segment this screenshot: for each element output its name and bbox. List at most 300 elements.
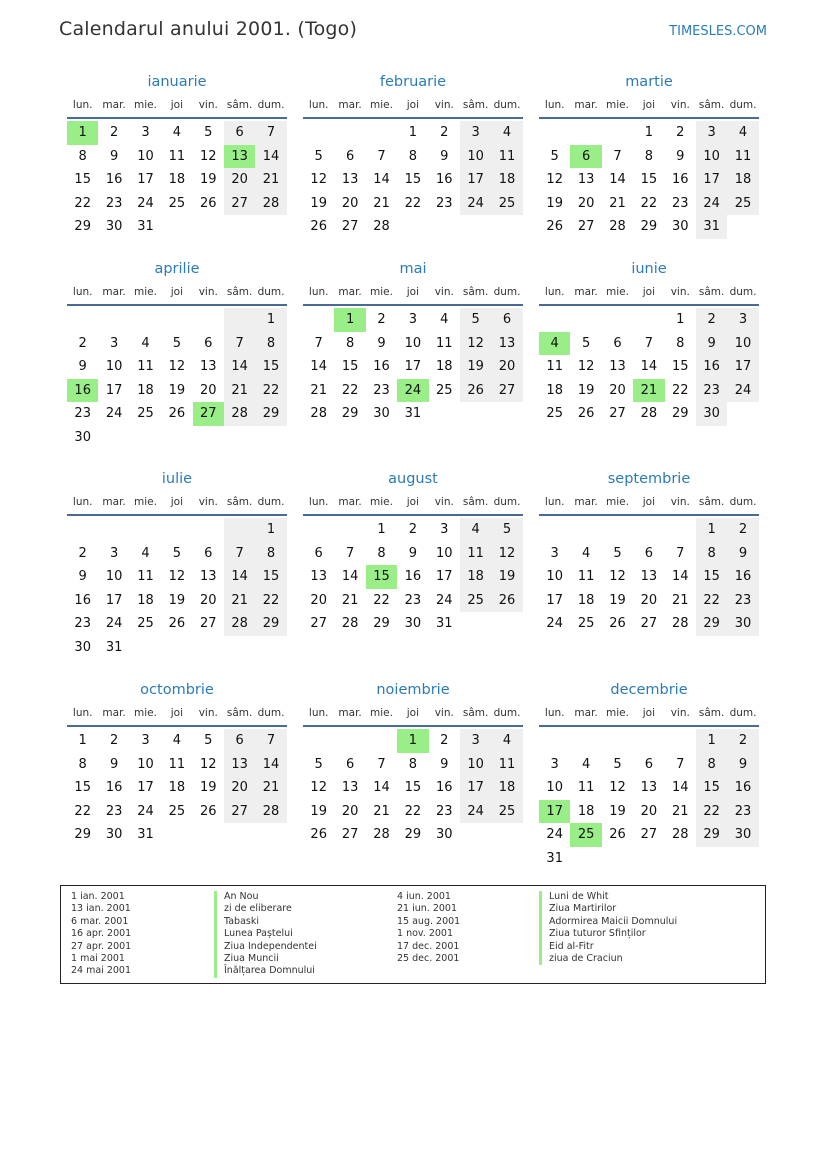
empty-cell <box>161 823 192 847</box>
day-cell: 30 <box>435 827 453 842</box>
holiday-name: Lunea Paștelui <box>214 928 317 940</box>
empty-cell <box>303 729 334 753</box>
day-cell: 7 <box>377 148 386 164</box>
holiday-name: Adormirea Maicii Domnului <box>539 916 677 928</box>
day-cell: 19 <box>460 355 491 379</box>
empty-cell <box>130 426 161 450</box>
day-cell: 10 <box>105 359 123 374</box>
day-cell: 3 <box>550 545 559 561</box>
day-cell: 8 <box>408 756 417 772</box>
day-cell: 26 <box>546 219 563 234</box>
day-cell: 23 <box>74 616 91 631</box>
day-cell: 8 <box>78 148 87 164</box>
day-cell: 20 <box>341 803 359 819</box>
day-cell: 2 <box>109 125 119 140</box>
day-cell: 14 <box>671 569 689 584</box>
day-cell: 5 <box>613 756 622 772</box>
day-cell: 25 <box>570 823 601 847</box>
weekday-label: sâm. <box>698 707 725 719</box>
day-cell: 15 <box>404 780 422 795</box>
weekday-label: mie. <box>606 286 629 298</box>
holiday-date: 1 ian. 2001 <box>71 891 125 902</box>
day-cell: 24 <box>460 192 491 216</box>
site-link[interactable]: TIMESLES.COM <box>669 24 767 39</box>
day-cell: 23 <box>435 195 453 211</box>
day-cell: 5 <box>550 148 559 164</box>
empty-cell <box>570 308 601 332</box>
day-cell: 22 <box>404 195 422 211</box>
weekday-header <box>539 701 759 727</box>
empty-cell <box>193 308 224 332</box>
day-cell: 27 <box>577 219 595 234</box>
weekday-label: dum. <box>493 286 521 298</box>
day-cell: 7 <box>676 545 685 561</box>
day-cell: 21 <box>373 195 390 211</box>
weekday-label: sâm. <box>462 707 489 719</box>
weekday-label: sâm. <box>462 99 489 111</box>
day-cell: 22 <box>640 195 658 211</box>
day-cell: 10 <box>546 569 563 584</box>
day-cell: 5 <box>491 518 522 542</box>
empty-cell <box>491 823 522 847</box>
day-cell: 17 <box>696 168 727 192</box>
holiday-names-left <box>214 891 317 978</box>
day-cell: 5 <box>172 335 181 351</box>
day-cell: 6 <box>224 121 255 145</box>
empty-cell <box>98 518 129 542</box>
empty-cell <box>334 121 365 145</box>
day-cell: 23 <box>105 195 123 211</box>
empty-cell <box>665 518 696 542</box>
weekday-label: joi <box>170 286 183 298</box>
day-cell: 18 <box>460 565 491 589</box>
day-cell: 23 <box>74 406 91 421</box>
day-cell: 21 <box>224 589 255 613</box>
day-cell: 21 <box>341 592 359 608</box>
day-cell: 12 <box>168 569 186 584</box>
empty-cell <box>570 121 601 145</box>
day-cell: 30 <box>727 612 758 636</box>
weekday-label: lun. <box>544 707 565 719</box>
day-cell: 2 <box>377 312 386 327</box>
day-cell: 24 <box>546 616 563 631</box>
day-cell: 6 <box>314 545 323 561</box>
empty-cell <box>130 636 161 660</box>
day-cell: 19 <box>577 382 595 398</box>
holiday-date: 13 ian. 2001 <box>71 903 131 915</box>
holiday-date: 17 dec. 2001 <box>397 940 460 952</box>
holiday-name: Eid al-Fitr <box>539 941 677 953</box>
day-cell: 4 <box>141 335 150 351</box>
day-cell: 7 <box>377 756 386 772</box>
day-cell: 13 <box>640 569 658 584</box>
day-cell: 21 <box>224 379 255 403</box>
day-cell: 18 <box>168 172 186 187</box>
day-grid <box>303 121 523 239</box>
day-cell: 4 <box>581 756 591 772</box>
day-cell: 27 <box>341 827 359 842</box>
day-cell: 21 <box>373 803 390 819</box>
day-cell: 12 <box>199 148 217 164</box>
day-cell: 28 <box>640 406 658 421</box>
day-cell: 15 <box>255 565 286 589</box>
holiday-date: 4 iun. 2001 <box>397 891 451 902</box>
day-cell: 11 <box>546 359 563 374</box>
day-cell: 27 <box>640 616 658 631</box>
empty-cell <box>67 308 98 332</box>
weekday-label: sâm. <box>226 496 253 508</box>
day-cell: 1 <box>408 125 417 140</box>
empty-cell <box>429 215 460 239</box>
day-cell: 17 <box>460 776 491 800</box>
day-cell: 30 <box>671 219 689 234</box>
day-cell: 22 <box>74 195 91 211</box>
day-cell: 21 <box>671 803 689 819</box>
weekday-label: mie. <box>370 496 393 508</box>
empty-cell <box>665 729 696 753</box>
day-cell: 26 <box>609 616 626 631</box>
weekday-label: mar. <box>338 707 362 719</box>
weekday-header <box>303 490 523 516</box>
day-cell: 30 <box>74 429 91 445</box>
weekday-label: lun. <box>308 286 329 298</box>
day-cell: 15 <box>74 172 91 187</box>
day-cell: 2 <box>440 733 449 748</box>
day-cell: 27 <box>341 219 359 234</box>
day-cell: 25 <box>168 803 186 819</box>
day-cell: 22 <box>671 382 689 398</box>
day-cell: 1 <box>676 312 685 327</box>
weekday-label: sâm. <box>462 496 489 508</box>
day-cell: 7 <box>224 542 255 566</box>
empty-cell <box>460 823 491 847</box>
weekday-label: mar. <box>574 286 598 298</box>
day-cell: 16 <box>105 172 123 187</box>
day-cell: 26 <box>168 616 186 631</box>
day-cell: 29 <box>671 406 689 421</box>
weekday-label: mie. <box>606 496 629 508</box>
holiday-date: 25 dec. 2001 <box>397 952 460 964</box>
day-cell: 8 <box>696 542 727 566</box>
month-name: ianuarie <box>147 74 207 90</box>
day-cell: 26 <box>310 827 327 842</box>
day-cell: 20 <box>640 803 658 819</box>
empty-cell <box>633 308 664 332</box>
month-name: martie <box>625 74 673 90</box>
weekday-label: joi <box>170 707 183 719</box>
weekday-label: mar. <box>574 496 598 508</box>
weekday-label: lun. <box>308 99 329 111</box>
weekday-label: mie. <box>134 707 157 719</box>
empty-cell <box>539 729 570 753</box>
weekday-label: dum. <box>493 707 521 719</box>
page-title: Calendarul anului 2001. (Togo) <box>59 18 358 40</box>
day-cell: 27 <box>224 192 255 216</box>
day-cell: 14 <box>341 569 359 584</box>
month-name: iunie <box>631 261 667 277</box>
weekday-header <box>303 280 523 306</box>
holiday-date: 15 aug. 2001 <box>397 915 461 927</box>
day-cell: 18 <box>491 168 522 192</box>
weekday-label: sâm. <box>226 99 253 111</box>
weekday-label: vin. <box>198 286 218 298</box>
day-cell: 27 <box>193 402 224 426</box>
day-cell: 26 <box>577 406 595 421</box>
day-cell: 5 <box>314 756 323 772</box>
day-cell: 28 <box>373 219 390 234</box>
day-cell: 1 <box>334 308 365 332</box>
day-cell: 8 <box>255 542 286 566</box>
day-cell: 5 <box>581 335 591 351</box>
weekday-label: dum. <box>257 286 285 298</box>
empty-cell <box>255 823 286 847</box>
weekday-label: vin. <box>198 707 218 719</box>
weekday-header <box>539 280 759 306</box>
day-cell: 30 <box>105 827 123 842</box>
weekday-label: sâm. <box>698 99 725 111</box>
day-cell: 14 <box>224 565 255 589</box>
day-cell: 28 <box>671 827 689 842</box>
day-cell: 6 <box>613 335 622 351</box>
day-cell: 6 <box>224 729 255 753</box>
day-cell: 19 <box>310 803 327 819</box>
day-cell: 22 <box>341 382 359 398</box>
day-cell: 18 <box>491 776 522 800</box>
day-cell: 8 <box>644 148 653 164</box>
month-decembrie <box>539 679 759 870</box>
empty-cell <box>193 636 224 660</box>
day-cell: 25 <box>546 406 563 421</box>
day-cell: 22 <box>74 803 91 819</box>
day-cell: 25 <box>577 616 595 631</box>
weekday-label: mar. <box>338 99 362 111</box>
day-cell: 4 <box>141 545 150 561</box>
day-cell: 13 <box>577 172 595 187</box>
empty-cell <box>665 847 696 871</box>
holiday-date: 21 iun. 2001 <box>397 903 458 915</box>
day-cell: 16 <box>74 592 91 608</box>
day-cell: 21 <box>310 382 327 398</box>
month-ianuarie <box>67 71 287 239</box>
empty-cell <box>193 823 224 847</box>
day-cell: 12 <box>609 569 626 584</box>
day-cell: 27 <box>310 616 327 631</box>
day-cell: 25 <box>137 406 154 421</box>
day-cell: 19 <box>609 803 626 819</box>
day-cell: 13 <box>341 780 359 795</box>
day-grid <box>67 729 287 847</box>
empty-cell <box>224 636 255 660</box>
day-cell: 12 <box>546 172 563 187</box>
day-cell: 4 <box>539 332 570 356</box>
empty-cell <box>67 518 98 542</box>
day-cell: 23 <box>435 803 453 819</box>
empty-cell <box>633 847 664 871</box>
day-cell: 24 <box>435 592 453 608</box>
weekday-label: dum. <box>729 99 757 111</box>
month-name: august <box>388 471 438 487</box>
day-cell: 31 <box>696 215 727 239</box>
day-cell: 26 <box>609 827 626 842</box>
day-cell: 16 <box>696 355 727 379</box>
day-cell: 29 <box>640 219 658 234</box>
day-cell: 28 <box>224 612 255 636</box>
day-cell: 28 <box>341 616 359 631</box>
day-cell: 20 <box>609 382 626 398</box>
day-cell: 1 <box>78 733 87 748</box>
day-cell: 17 <box>727 355 758 379</box>
day-cell: 15 <box>696 776 727 800</box>
day-cell: 8 <box>78 756 87 772</box>
day-cell: 19 <box>199 172 217 187</box>
holiday-dates-right <box>397 891 460 965</box>
day-cell: 12 <box>609 780 626 795</box>
day-grid <box>67 121 287 239</box>
day-cell: 31 <box>546 850 563 866</box>
holiday-list <box>60 885 766 984</box>
day-cell: 23 <box>727 800 758 824</box>
day-cell: 20 <box>640 592 658 608</box>
day-cell: 4 <box>440 312 449 327</box>
weekday-label: joi <box>642 99 655 111</box>
day-cell: 27 <box>224 800 255 824</box>
day-cell: 3 <box>727 308 758 332</box>
day-cell: 16 <box>404 569 422 584</box>
day-cell: 6 <box>345 148 355 164</box>
day-cell: 2 <box>78 545 87 561</box>
empty-cell <box>570 518 601 542</box>
day-cell: 1 <box>255 308 286 332</box>
day-cell: 7 <box>345 545 355 561</box>
day-cell: 31 <box>137 219 154 234</box>
empty-cell <box>727 847 758 871</box>
day-cell: 14 <box>310 359 327 374</box>
day-grid <box>303 729 523 847</box>
day-cell: 13 <box>341 172 359 187</box>
day-cell: 15 <box>366 565 397 589</box>
day-cell: 24 <box>105 616 123 631</box>
day-cell: 16 <box>435 780 453 795</box>
weekday-label: joi <box>406 707 419 719</box>
day-cell: 7 <box>255 729 286 753</box>
day-cell: 21 <box>671 592 689 608</box>
month-name: noiembrie <box>376 682 450 698</box>
day-cell: 20 <box>491 355 522 379</box>
month-name: mai <box>399 261 427 277</box>
holiday-date: 24 mai 2001 <box>71 965 132 977</box>
day-cell: 11 <box>435 335 453 351</box>
day-cell: 8 <box>696 753 727 777</box>
day-cell: 1 <box>644 125 653 140</box>
weekday-header <box>303 93 523 119</box>
day-cell: 14 <box>671 780 689 795</box>
empty-cell <box>366 121 397 145</box>
holiday-name: Ziua Muncii <box>214 953 317 965</box>
day-cell: 13 <box>199 359 217 374</box>
day-cell: 20 <box>341 195 359 211</box>
weekday-label: joi <box>406 286 419 298</box>
day-cell: 20 <box>224 776 255 800</box>
empty-cell <box>193 426 224 450</box>
month-name: aprilie <box>154 261 200 277</box>
day-cell: 29 <box>255 612 286 636</box>
day-cell: 2 <box>676 125 685 140</box>
day-cell: 7 <box>314 335 323 351</box>
day-cell: 15 <box>671 359 689 374</box>
empty-cell <box>491 612 522 636</box>
day-cell: 3 <box>440 522 449 537</box>
day-cell: 27 <box>199 616 217 631</box>
day-cell: 14 <box>640 359 658 374</box>
empty-cell <box>491 215 522 239</box>
day-cell: 17 <box>546 592 563 608</box>
month-octombrie <box>67 679 287 847</box>
empty-cell <box>539 518 570 542</box>
day-cell: 30 <box>727 823 758 847</box>
day-cell: 22 <box>404 803 422 819</box>
holiday-name: Luni de Whit <box>539 891 677 903</box>
weekday-label: lun. <box>72 496 93 508</box>
month-februarie <box>303 71 523 239</box>
day-cell: 5 <box>460 308 491 332</box>
weekday-label: mar. <box>338 496 362 508</box>
empty-cell <box>224 215 255 239</box>
day-cell: 15 <box>74 780 91 795</box>
empty-cell <box>570 847 601 871</box>
weekday-label: lun. <box>72 286 93 298</box>
day-cell: 3 <box>460 729 491 753</box>
holiday-name: Tabaski <box>214 916 317 928</box>
weekday-label: mie. <box>134 496 157 508</box>
day-cell: 23 <box>671 195 689 211</box>
day-cell: 26 <box>168 406 186 421</box>
holiday-name: An Nou <box>214 891 317 903</box>
day-cell: 16 <box>727 565 758 589</box>
day-cell: 23 <box>727 589 758 613</box>
day-cell: 29 <box>373 616 390 631</box>
day-cell: 19 <box>168 382 186 398</box>
weekday-label: sâm. <box>698 286 725 298</box>
day-cell: 4 <box>460 518 491 542</box>
day-cell: 9 <box>696 332 727 356</box>
day-cell: 10 <box>460 145 491 169</box>
weekday-label: vin. <box>434 496 454 508</box>
month-august <box>303 468 523 636</box>
empty-cell <box>303 518 334 542</box>
day-cell: 18 <box>577 803 595 819</box>
day-cell: 29 <box>255 402 286 426</box>
day-cell: 12 <box>168 359 186 374</box>
empty-cell <box>633 518 664 542</box>
empty-cell <box>224 518 255 542</box>
day-cell: 6 <box>345 756 355 772</box>
month-mai <box>303 258 523 426</box>
weekday-label: joi <box>406 99 419 111</box>
day-cell: 2 <box>727 729 758 753</box>
day-cell: 19 <box>609 592 626 608</box>
day-cell: 6 <box>570 145 601 169</box>
weekday-header <box>67 701 287 727</box>
day-cell: 17 <box>539 800 570 824</box>
day-cell: 15 <box>255 355 286 379</box>
weekday-label: mar. <box>102 286 126 298</box>
weekday-label: dum. <box>257 707 285 719</box>
month-noiembrie <box>303 679 523 847</box>
day-cell: 4 <box>172 733 181 748</box>
day-cell: 4 <box>491 121 522 145</box>
weekday-label: dum. <box>729 496 757 508</box>
day-cell: 26 <box>460 379 491 403</box>
